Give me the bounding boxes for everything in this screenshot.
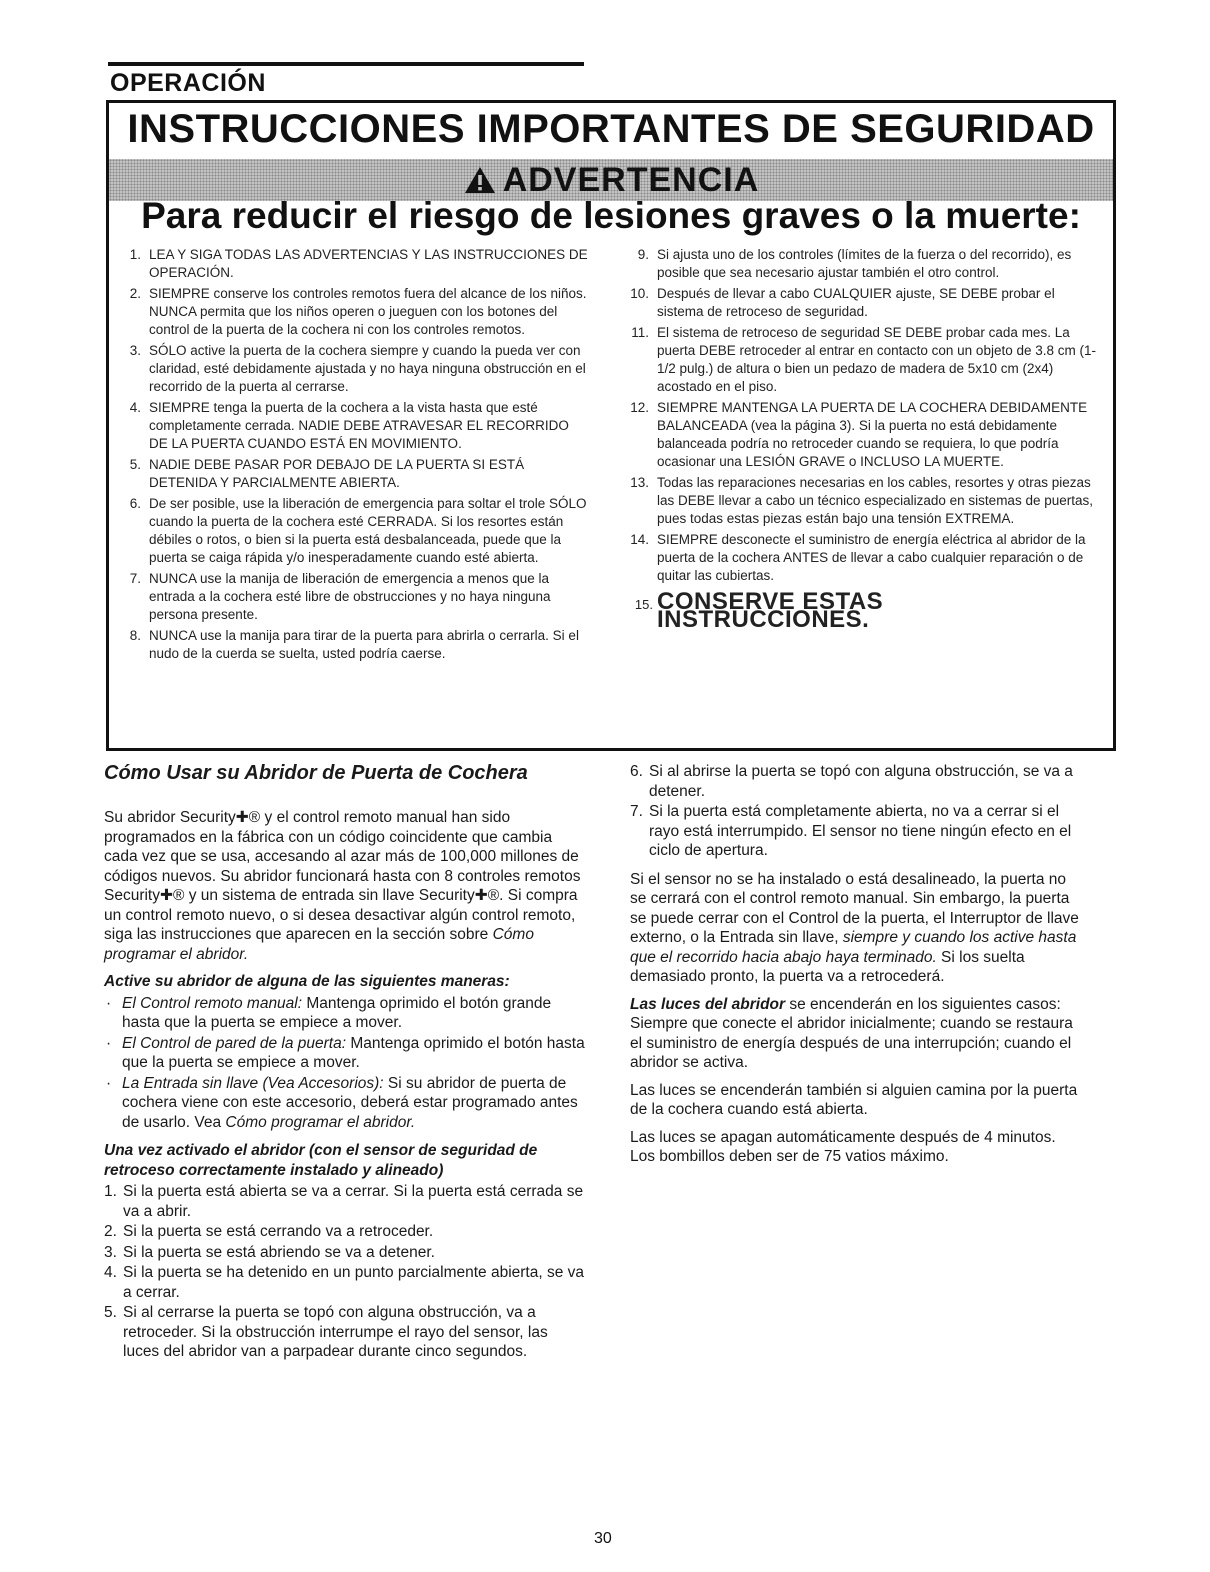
warning-item: 10. Después de llevar a cabo CUALQUIER ajuste, SE DEBE probar el sistema de retroceso de seguridad. [630, 286, 1055, 319]
warning-list-right [627, 246, 1102, 633]
lights-paragraph-3: Las luces se apagan automáticamente después de 4 minutos. Los bombillos deben ser de 75 vatios máximo. [630, 1128, 1056, 1165]
behavior-step: 7. Si la puerta está completamente abierta, no va a cerrar si el rayo está interrumpido. El sensor no tiene ningún efecto en el ciclo de apertura. [630, 803, 1072, 859]
intro-paragraph: Su abridor Security✚® y el control remoto manual han sido programados en la fábrica con un código coincidente que cambia cada vez que se usa, accesando al azar más de 100,000 millones de códigos nuevos. Su abridor funcionará hasta con 8 controles remotos Security✚® y un sistema de entrada sin llave Security✚®. Si compra un control remoto nuevo, o si desea desactivar algún control remoto, siga las instrucciones que aparecen en la sección sobre Cómo programar el abridor. [104, 809, 581, 963]
warning-item: 5. NADIE DEBE PASAR POR DEBAJO DE LA PUERTA SI ESTÁ DETENIDA Y PARCIALMENTE ABIERTA. [129, 457, 525, 490]
behavior-step: 1. Si la puerta está abierta se va a cerrar. Si la puerta está cerrada se va a abrir. [104, 1183, 584, 1220]
behavior-step: 5. Si al cerrarse la puerta se topó con alguna obstrucción, va a retroceder. Si la obstrucción interrumpe el rayo del sensor, las luces del abridor van a parpadear durante cinco segundos. [104, 1304, 548, 1360]
warning-item: 11. El sistema de retroceso de seguridad SE DEBE probar cada mes. La puerta DEBE retroceder al entrar en contacto con un objeto de 3.8 cm (1-1/2 pulg.) de altura o bien un pedazo de madera de 5x10 cm (2x4) acostado en el piso. [631, 325, 1096, 394]
warning-item: 7. NUNCA use la manija de liberación de emergencia a menos que la entrada a la cochera esté libre de obstrucciones y no haya ninguna persona presente. [129, 571, 551, 622]
behavior-step: 2. Si la puerta se está cerrando va a retroceder. [104, 1223, 434, 1240]
signal-word: ADVERTENCIA [502, 160, 760, 199]
warning-item: 6. De ser posible, use la liberación de emergencia para soltar el trole SÓLO cuando la puerta de la cochera esté CERRADA. Si los resortes están débiles o rotos, o bien si la puerta está desbalanceada, puede que la puerta se caiga rápida y/o inesperadamente cuando esté abierta. [129, 496, 587, 565]
how-to-right-column [630, 762, 1082, 1175]
sensor-paragraph: Si el sensor no se ha instalado o está desalineado, la puerta no se cerrará con el control remoto manual. Sin embargo, la puerta se puede cerrar con el Control de la puerta, el Interruptor de llave externo, o la Entrada sin llave, siempre y cuando los active hasta que el recorrido hacia abajo haya terminado. Si los suelta demasiado pronto, la puerta va a retrocederá. [630, 870, 1079, 985]
warning-item: 13. Todas las reparaciones necesarias en los cables, resortes y otras piezas las DEBE llevar a cabo un técnico especializado en sistemas de puertas, pues todas estas piezas están bajo una tensión EXTREMA. [630, 475, 1093, 526]
how-to-heading: Cómo Usar su Abridor de Puerta de Cochera [104, 762, 528, 784]
lights-paragraph: Las luces del abridor se encenderán en los siguientes casos: Siempre que conecte el abridor inicialmente; cuando se restaura el suministro de energía después de una interrupción; cuando el abridor se activa. [630, 995, 1073, 1071]
page-number: 30 [594, 1530, 612, 1547]
activate-heading: Active su abridor de alguna de las siguientes maneras: [104, 973, 510, 990]
behavior-step: 6. Si al abrirse la puerta se topó con alguna obstrucción, se va a detener. [630, 763, 1073, 800]
activated-heading: Una vez activado el abridor (con el sensor de seguridad de retroceso correctamente instalado y alineado) [104, 1142, 538, 1179]
warning-item: 2. SIEMPRE conserve los controles remotos fuera del alcance de los niños. NUNCA permita que los niños operen o jueguen con los botones del control de la puerta de la cochera ni con los controles remotos. [129, 286, 587, 337]
warning-item: 12. SIEMPRE MANTENGA LA PUERTA DE LA COCHERA DEBIDAMENTE BALANCEADA (vea la página 3). Si la puerta no está debidamente balanceada podría no retroceder cuando se requiera, lo que podría ocasionar una LESIÓN GRAVE o INCLUSO LA MUERTE. [630, 400, 1088, 469]
activation-way: · El Control de pared de la puerta: Mantenga oprimido el botón hasta que la puerta se empiece a mover. [106, 1034, 585, 1071]
activation-way: · La Entrada sin llave (Vea Accesorios): Si su abridor de puerta de cochera viene con este accesorio, deberá estar programado antes de usarlo. Vea Cómo programar el abridor. [106, 1074, 578, 1131]
warning-item: 4. SIEMPRE tenga la puerta de la cochera a la vista hasta que esté completamente cerrada. NADIE DEBE ATRAVESAR EL RECORRIDO DE LA PUERTA CUANDO ESTÁ EN MOVIMIENTO. [129, 400, 569, 451]
conserve-instructions: 15. CONSERVE ESTAS INSTRUCCIONES. [634, 588, 884, 633]
warning-triangle-icon [463, 165, 497, 195]
how-to-left-column [104, 762, 588, 1363]
risk-title: Para reducir el riesgo de lesiones graves o la muerte: [141, 195, 1081, 236]
activation-way: · El Control remoto manual: Mantenga oprimido el botón grande hasta que la puerta se empiece a mover. [106, 994, 552, 1031]
behavior-step: 3. Si la puerta se está abriendo se va a detener. [104, 1243, 435, 1261]
behavior-step: 4. Si la puerta se ha detenido en un punto parcialmente abierta, se va a cerrar. [104, 1264, 585, 1301]
top-rule [108, 62, 584, 66]
warning-item: 9. Si ajusta uno de los controles (límites de la fuerza o del recorrido), es posible que sea necesario ajustar también el otro control. [637, 247, 1072, 280]
section-label: OPERACIÓN [110, 69, 266, 97]
warning-item: 8. NUNCA use la manija para tirar de la puerta para abrirla o cerrarla. Si el nudo de la cuerda se suelta, usted podría caerse. [129, 628, 579, 661]
warning-item: 3. SÓLO active la puerta de la cochera siempre y cuando la pueda ver con claridad, esté debidamente ajustada y no haya ninguna obstrucción en el recorrido de la puerta al cerrarse. [129, 343, 586, 394]
warning-item: 14. SIEMPRE desconecte el suministro de energía eléctrica al abridor de la puerta de la cochera ANTES de llevar a cabo cualquier reparación o de quitar las cubiertas. [630, 532, 1086, 583]
warning-list-left [119, 246, 589, 666]
warning-title: INSTRUCCIONES IMPORTANTES DE SEGURIDAD [127, 107, 1095, 151]
warning-item: 1. LEA Y SIGA TODAS LAS ADVERTENCIAS Y LAS INSTRUCCIONES DE OPERACIÓN. [129, 247, 588, 280]
lights-paragraph-2: Las luces se encenderán también si alguien camina por la puerta de la cochera cuando está abierta. [630, 1081, 1078, 1118]
safety-warning-box [106, 100, 1116, 751]
